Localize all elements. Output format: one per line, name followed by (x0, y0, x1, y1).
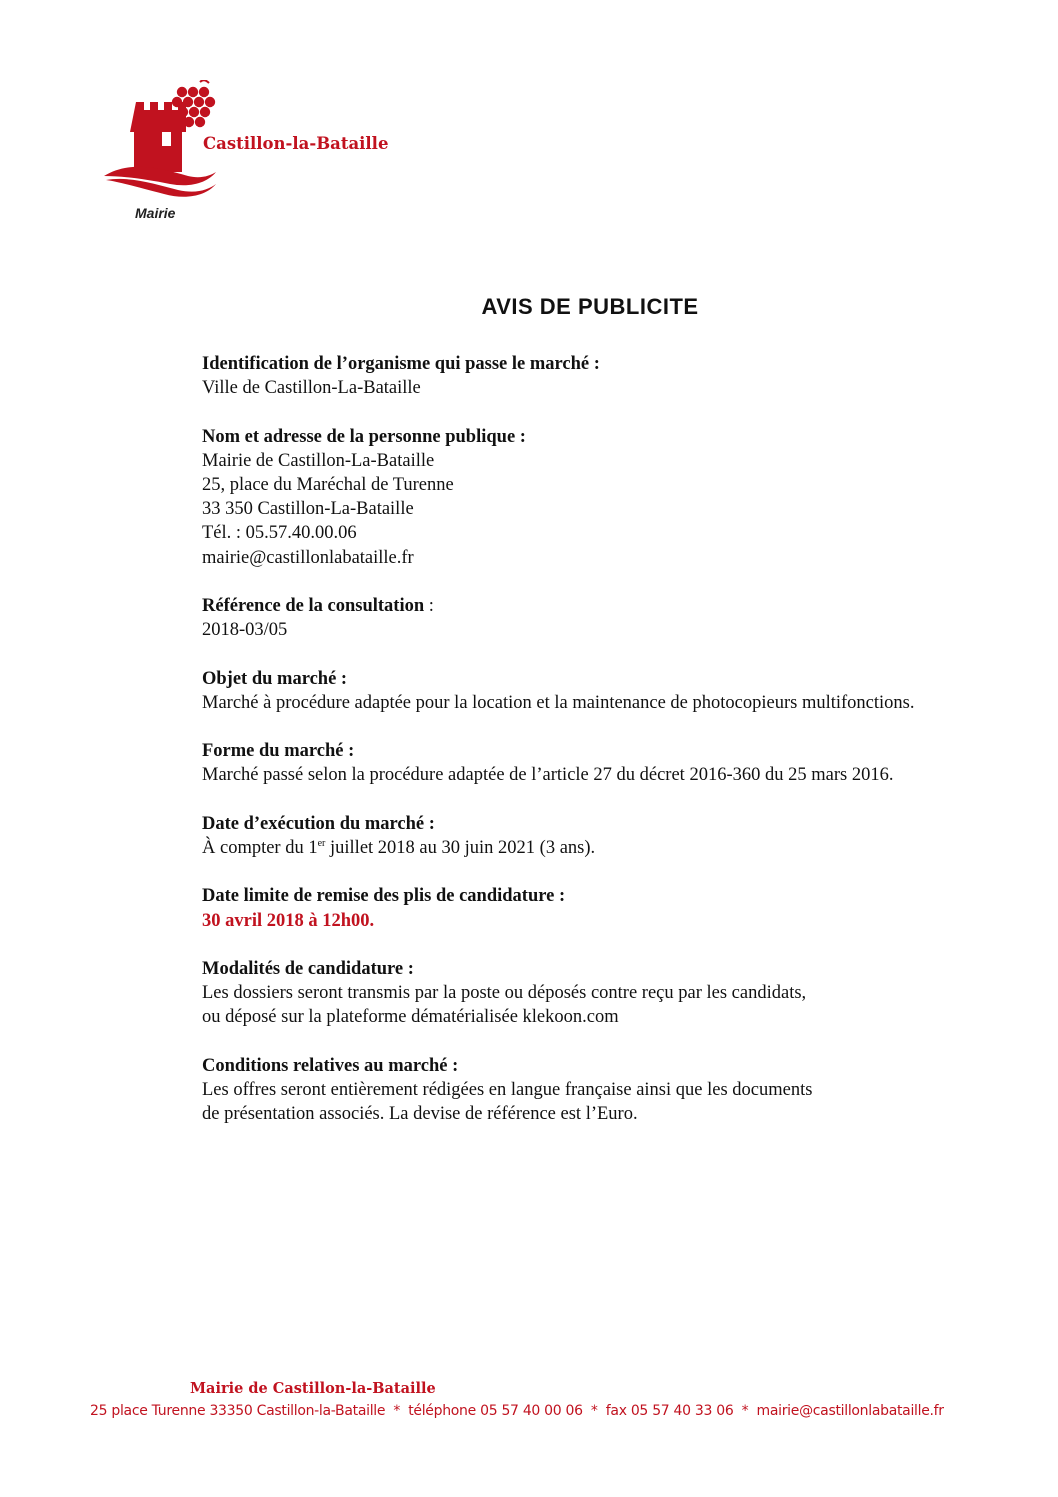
section-value: Ville de Castillon-La-Bataille (202, 378, 421, 399)
phone-line: Tél. : 05.57.40.00.06 (202, 523, 357, 544)
section-value: Marché passé selon la procédure adaptée de l’article 27 du décret 2016-360 du 25 mars 2016. (202, 765, 894, 786)
section-value: 2018-03/05 (202, 620, 288, 641)
section-date-limite (202, 884, 926, 932)
section-line: de présentation associés. La devise de référence est l’Euro. (202, 1104, 638, 1125)
section-modalites (202, 957, 926, 1030)
section-conditions (202, 1054, 926, 1127)
footer-fax: fax 05 57 40 33 06 (605, 1403, 734, 1419)
page-title: AVIS DE PUBLICITE (481, 294, 699, 319)
section-label: Nom et adresse de la personne publique : (202, 426, 526, 447)
section-label: Modalités de candidature : (202, 958, 414, 979)
section-label: Forme du marché : (202, 741, 355, 762)
address-line: 25, place du Maréchal de Turenne (202, 475, 454, 495)
section-value: Marché à procédure adaptée pour la location et la maintenance de photocopieurs multifonctions. (202, 692, 915, 713)
footer-separator: * (741, 1403, 749, 1419)
mairie-label: Mairie (135, 205, 176, 221)
footer-email: mairie@castillonlabataille.fr (756, 1403, 944, 1419)
footer-contact-line (90, 1403, 970, 1419)
section-label: Date limite de remise des plis de candidature : (202, 886, 566, 907)
section-forme (202, 739, 926, 787)
section-line: ou déposé sur la plateforme dématérialisée klekoon.com (202, 1007, 619, 1028)
section-label: Identification de l’organisme qui passe le marché : (202, 354, 600, 374)
section-label: Objet du marché : (202, 668, 348, 689)
footer-phone: téléphone 05 57 40 00 06 (408, 1403, 583, 1419)
section-organisme (202, 352, 926, 400)
footer-title: Mairie de Castillon-la-Bataille (190, 1380, 436, 1397)
section-reference (202, 594, 926, 642)
section-execution (202, 812, 926, 860)
address-line: Mairie de Castillon-La-Bataille (202, 450, 435, 471)
section-label: Référence de la consultation (202, 596, 425, 616)
section-line: Les offres seront entièrement rédigées en langue française ainsi que les documents (202, 1079, 813, 1100)
section-label: Conditions relatives au marché : (202, 1055, 459, 1076)
section-personne-publique (202, 425, 926, 570)
footer-separator: * (393, 1403, 401, 1419)
label-suffix: : (424, 596, 434, 616)
email-line: mairie@castillonlabataille.fr (202, 547, 414, 568)
section-label: Date d’exécution du marché : (202, 813, 435, 834)
address-line: 33 350 Castillon-La-Bataille (202, 499, 414, 520)
town-logo (100, 80, 430, 230)
deadline-value: 30 avril 2018 à 12h00. (202, 910, 375, 931)
notice-body (202, 352, 926, 1151)
section-objet (202, 667, 926, 715)
footer-address: 25 place Turenne 33350 Castillon-la-Bataille (90, 1403, 386, 1419)
section-line: Les dossiers seront transmis par la poste ou déposés contre reçu par les candidats, (202, 983, 807, 1004)
footer-separator: * (590, 1403, 598, 1419)
brand-name: Castillon-la-Bataille (203, 134, 389, 153)
section-value: À compter du 1er juillet 2018 au 30 juin 2021 (3 ans). (202, 837, 596, 858)
